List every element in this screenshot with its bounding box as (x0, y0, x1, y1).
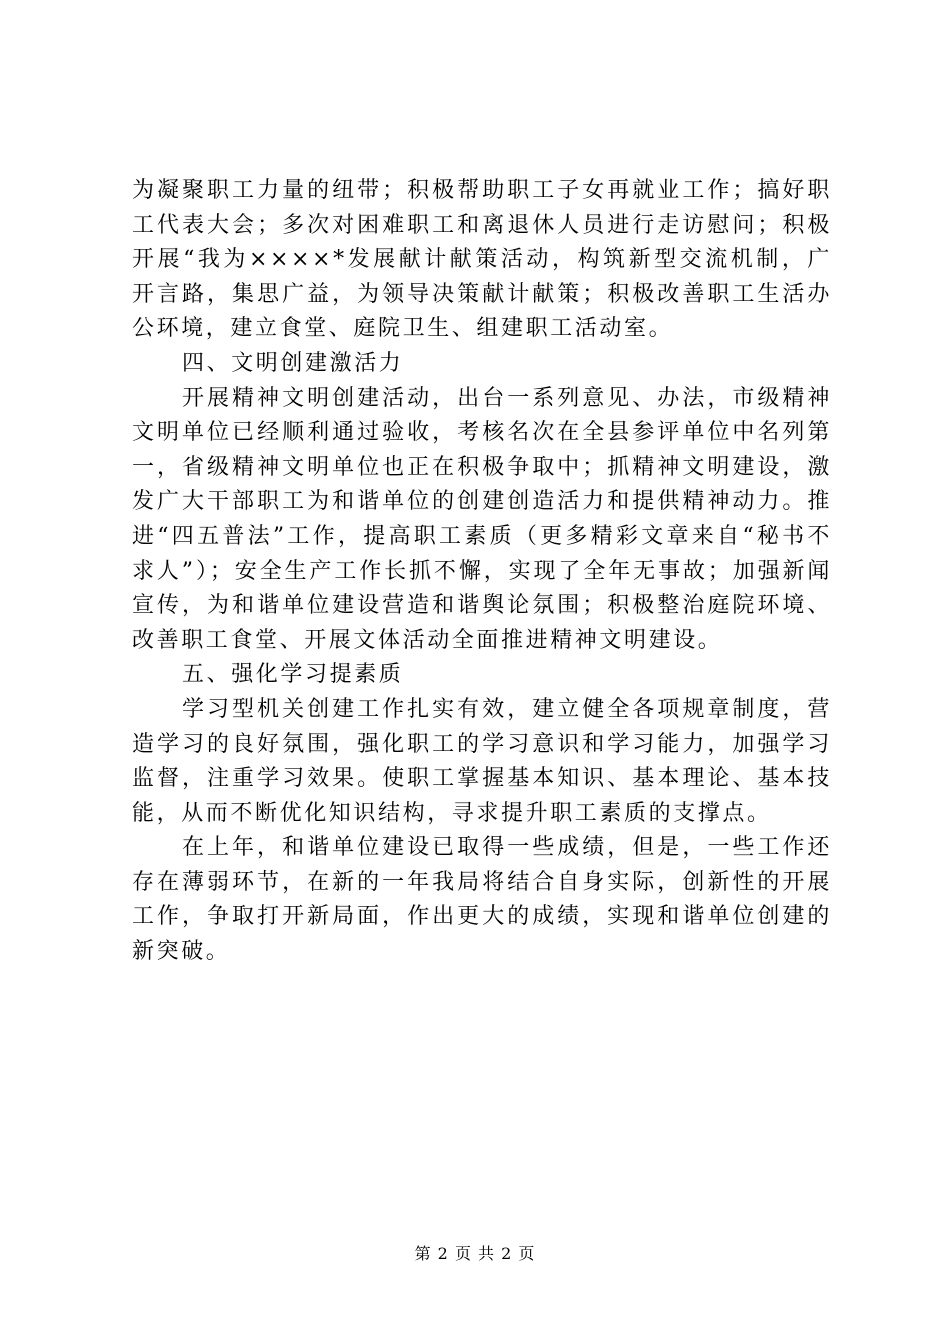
page-footer: 第 2 页 共 2 页 (414, 1244, 536, 1263)
section-heading-5: 五、强化学习提素质 (182, 662, 404, 688)
paragraph-conclusion: 在上年，和谐单位建设已取得一些成绩，但是，一些工作还存在薄弱环节，在新的一年我局将结合自身实际，创新性的开展工作，争取打开新局面，作出更大的成绩，实现和谐单位创建的新突破。 (132, 835, 832, 965)
section-heading-4: 四、文明创建激活力 (182, 350, 404, 376)
paragraph-continuation: 为凝聚职工力量的纽带；积极帮助职工子女再就业工作；搞好职工代表大会；多次对困难职工和离退休人员进行走访慰问；积极开展“我为××××*发展献计献策活动，构筑新型交流机制，广开言路，集思广益，为领导决策献计献策；积极改善职工生活办公环境，建立食堂、庭院卫生、组建职工活动室。 (132, 178, 832, 342)
paragraph-learning: 学习型机关创建工作扎实有效，建立健全各项规章制度，营造学习的良好氛围，强化职工的学习意识和学习能力，加强学习监督，注重学习效果。使职工掌握基本知识、基本理论、基本技能，从而不断优化知识结构，寻求提升职工素质的支撑点。 (132, 696, 832, 826)
document-body (132, 174, 832, 970)
paragraph-civilization: 开展精神文明创建活动，出台一系列意见、办法，市级精神文明单位已经顺利通过验收，考核名次在全县参评单位中名列第一，省级精神文明单位也正在积极争取中；抓精神文明建设，激发广大干部职工为和谐单位的创建创造活力和提供精神动力。推进“四五普法”工作，提高职工素质（更多精彩文章来自“秘书不求人”）；安全生产工作长抓不懈，实现了全年无事故；加强新闻宣传，为和谐单位建设营造和谐舆论氛围；积极整治庭院环境、改善职工食堂、开展文体活动全面推进精神文明建设。 (132, 385, 832, 653)
